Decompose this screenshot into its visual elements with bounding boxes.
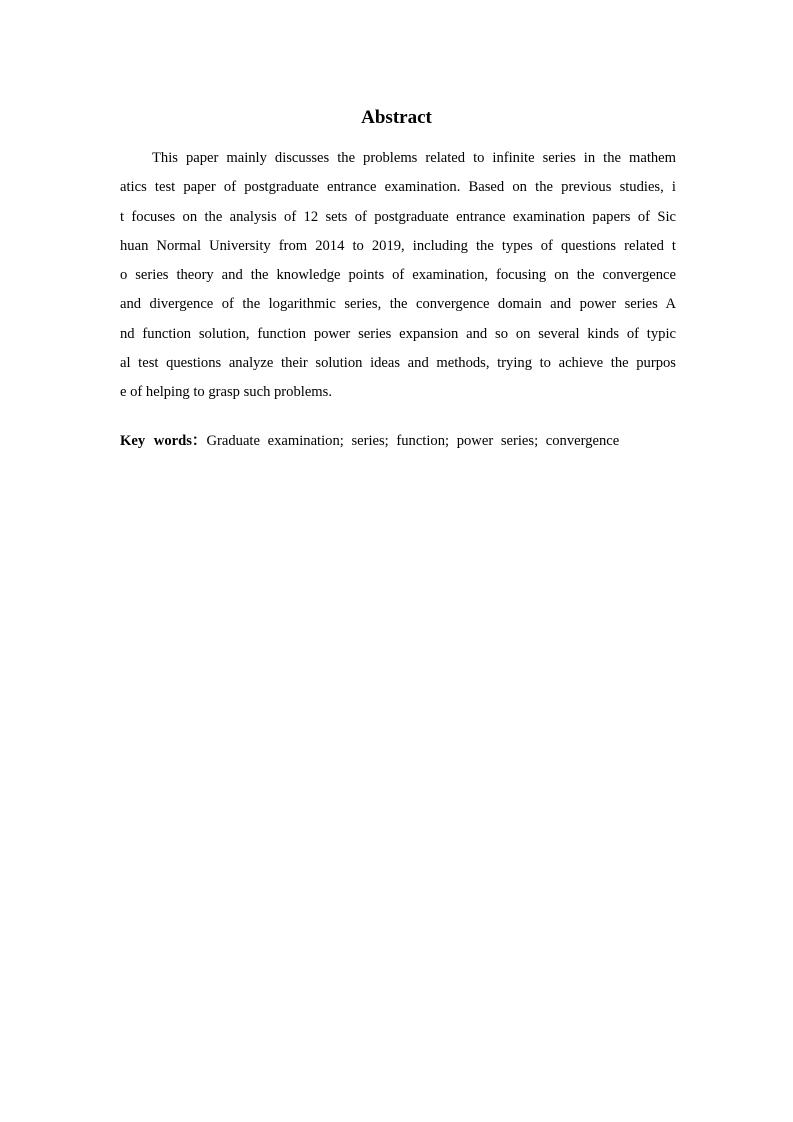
keywords-label: Key words： — [120, 433, 207, 449]
abstract-line: e of helping to grasp such problems. — [120, 384, 332, 401]
keywords-text: Graduate examination; series; function; power series; convergence — [206, 433, 620, 449]
abstract-line: and divergence of the logarithmic series, the convergence domain and power series A — [120, 296, 676, 313]
keywords — [120, 428, 680, 454]
abstract-body — [120, 144, 676, 408]
abstract-line: huan Normal University from 2014 to 2019, including the types of questions related t — [120, 237, 676, 254]
abstract-line: al test questions analyze their solution ideas and methods, trying to achieve the purpos — [120, 355, 676, 372]
abstract-line: o series theory and the knowledge points of examination, focusing on the convergence — [120, 267, 676, 284]
abstract-line: This paper mainly discusses the problems related to infinite series in the mathem — [152, 150, 676, 166]
abstract-title: Abstract — [361, 107, 432, 128]
abstract-line: t focuses on the analysis of 12 sets of postgraduate entrance examination papers of Sic — [120, 208, 676, 225]
abstract-line: atics test paper of postgraduate entrance examination. Based on the previous studies, i — [120, 179, 676, 196]
abstract-line: nd function solution, function power series expansion and so on several kinds of typic — [120, 325, 676, 342]
